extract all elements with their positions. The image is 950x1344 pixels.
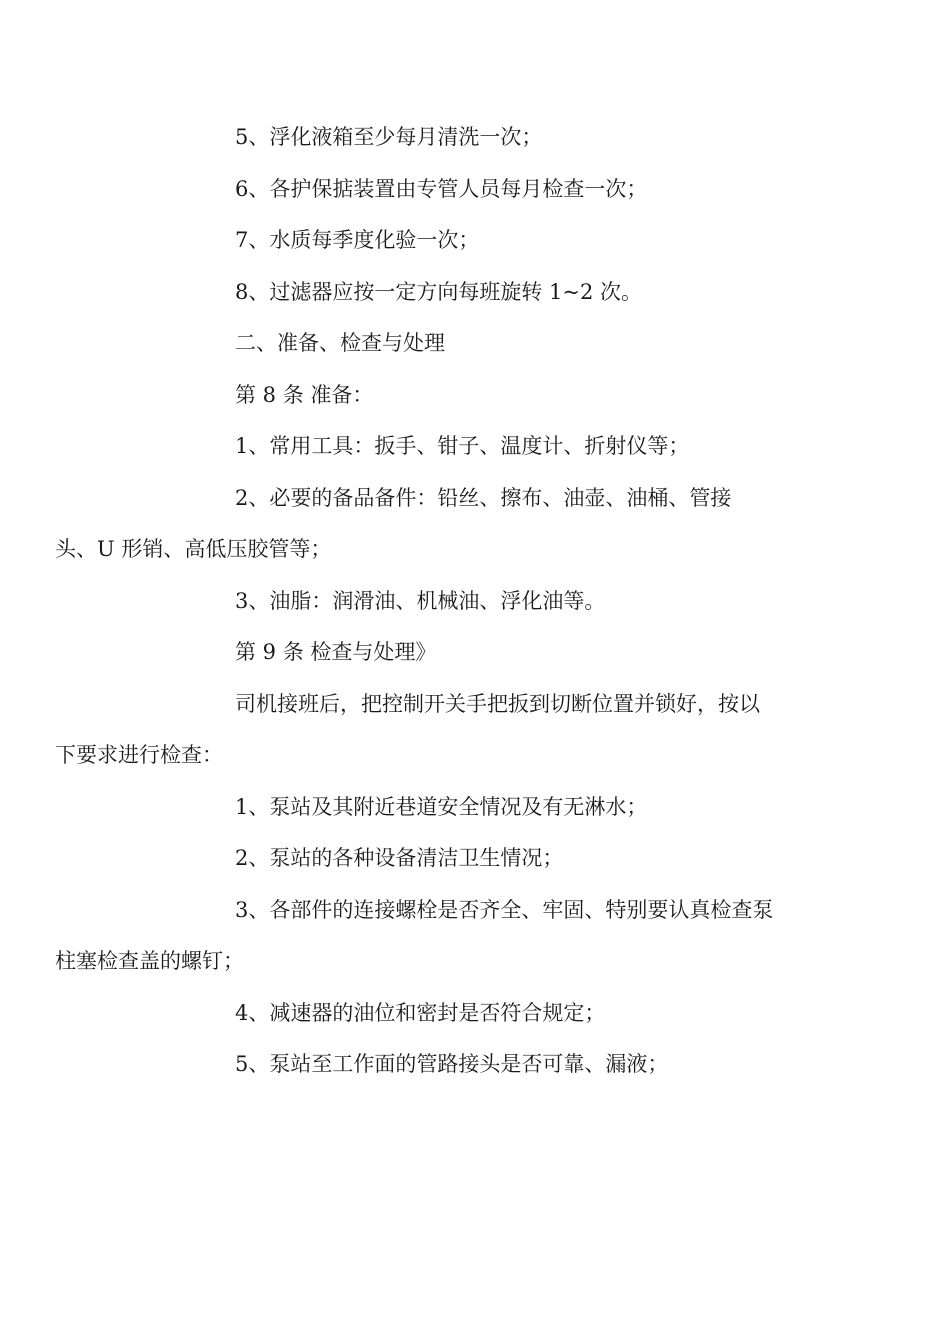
text-line-continued: 下要求进行检查：	[55, 743, 223, 767]
text-line: 第 8 条 准备：	[235, 382, 374, 407]
paragraph-cleanliness-check	[145, 833, 805, 885]
paragraph-safety-check	[145, 782, 805, 834]
paragraph-filter-rotation	[145, 267, 805, 319]
document-body	[55, 112, 805, 1091]
text-line: 1、常用工具：扳手、钳子、温度计、折射仪等；	[235, 434, 690, 458]
article-8-heading	[145, 370, 805, 422]
paragraph-tank-cleaning	[145, 112, 805, 164]
paragraph-spare-parts	[55, 473, 805, 576]
text-line: 2、必要的备品备件：铅丝、擦布、油壶、油桶、管接	[235, 485, 732, 510]
text-line: 3、油脂：润滑油、机械油、浮化油等。	[235, 588, 606, 613]
text-line: 3、各部件的连接螺栓是否齐全、牢固、特别要认真检查泵	[235, 897, 774, 922]
text-line: 二、准备、检查与处理	[235, 331, 445, 355]
text-line: 8、过滤器应按一定方向每班旋转 1~2 次。	[235, 279, 643, 304]
paragraph-common-tools	[145, 421, 805, 473]
text-line: 司机接班后，把控制开关手把扳到切断位置并锁好，按以	[235, 691, 760, 716]
text-line: 7、水质每季度化验一次；	[235, 228, 480, 252]
text-line-continued: 头、U 形销、高低压胶管等；	[55, 537, 332, 561]
paragraph-bolt-check	[55, 885, 805, 988]
text-line: 5、浮化液箱至少每月清洗一次；	[235, 125, 543, 149]
paragraph-water-test	[145, 215, 805, 267]
text-line: 1、泵站及其附近巷道安全情况及有无淋水；	[235, 794, 648, 819]
text-line: 4、减速器的油位和密封是否符合规定；	[235, 1000, 606, 1025]
paragraph-protection-check	[145, 164, 805, 216]
paragraph-grease	[145, 576, 805, 628]
text-line: 5、泵站至工作面的管路接头是否可靠、漏液；	[235, 1052, 669, 1076]
text-line: 第 9 条 检查与处理》	[235, 640, 437, 664]
text-line: 2、泵站的各种设备清洁卫生情况；	[235, 846, 564, 870]
section-heading	[145, 318, 805, 370]
text-line-continued: 柱塞检查盖的螺钉；	[55, 949, 244, 973]
text-line: 6、各护保掂装置由专管人员每月检查一次；	[235, 176, 648, 201]
article-9-heading	[145, 627, 805, 679]
paragraph-shift-handover	[55, 679, 805, 782]
paragraph-pipe-joint-check	[145, 1039, 805, 1091]
paragraph-reducer-check	[145, 988, 805, 1040]
